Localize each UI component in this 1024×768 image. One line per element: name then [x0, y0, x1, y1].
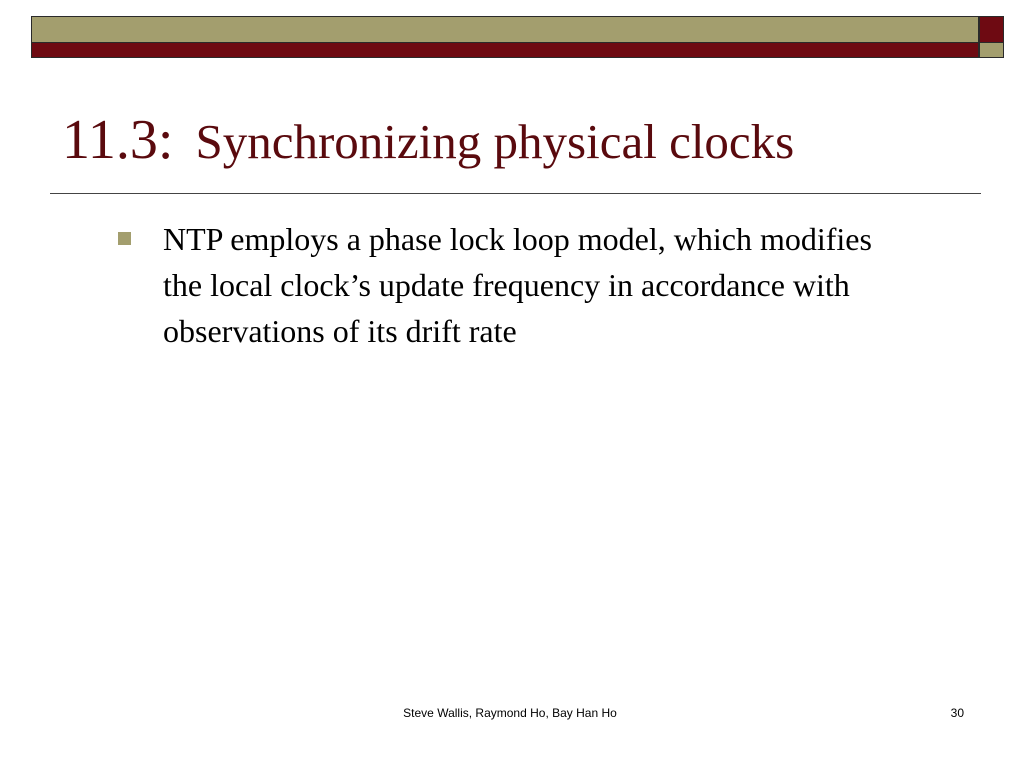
page-number: 30: [950, 706, 964, 720]
list-item: [114, 216, 914, 354]
footer-authors: Steve Wallis, Raymond Ho, Bay Han Ho: [403, 706, 617, 720]
corner-decorative-box: [979, 16, 1004, 58]
top-bar-olive-stripe: [32, 17, 978, 43]
top-decorative-bar: [31, 16, 979, 58]
corner-maroon-square: [980, 17, 1003, 43]
bullet-list: [114, 216, 914, 354]
title-divider: [50, 193, 981, 194]
top-bar-maroon-stripe: [32, 43, 978, 58]
square-bullet-icon: [118, 232, 131, 245]
title-section-number: 11.3:: [62, 109, 174, 171]
corner-olive-square: [980, 43, 1003, 58]
bullet-text: NTP employs a phase lock loop model, which modifies the local clock’s update frequency in accordance with observations of its drift rate: [163, 221, 872, 349]
title-heading-text: Synchronizing physical clocks: [195, 114, 795, 169]
slide-title: [62, 109, 962, 171]
